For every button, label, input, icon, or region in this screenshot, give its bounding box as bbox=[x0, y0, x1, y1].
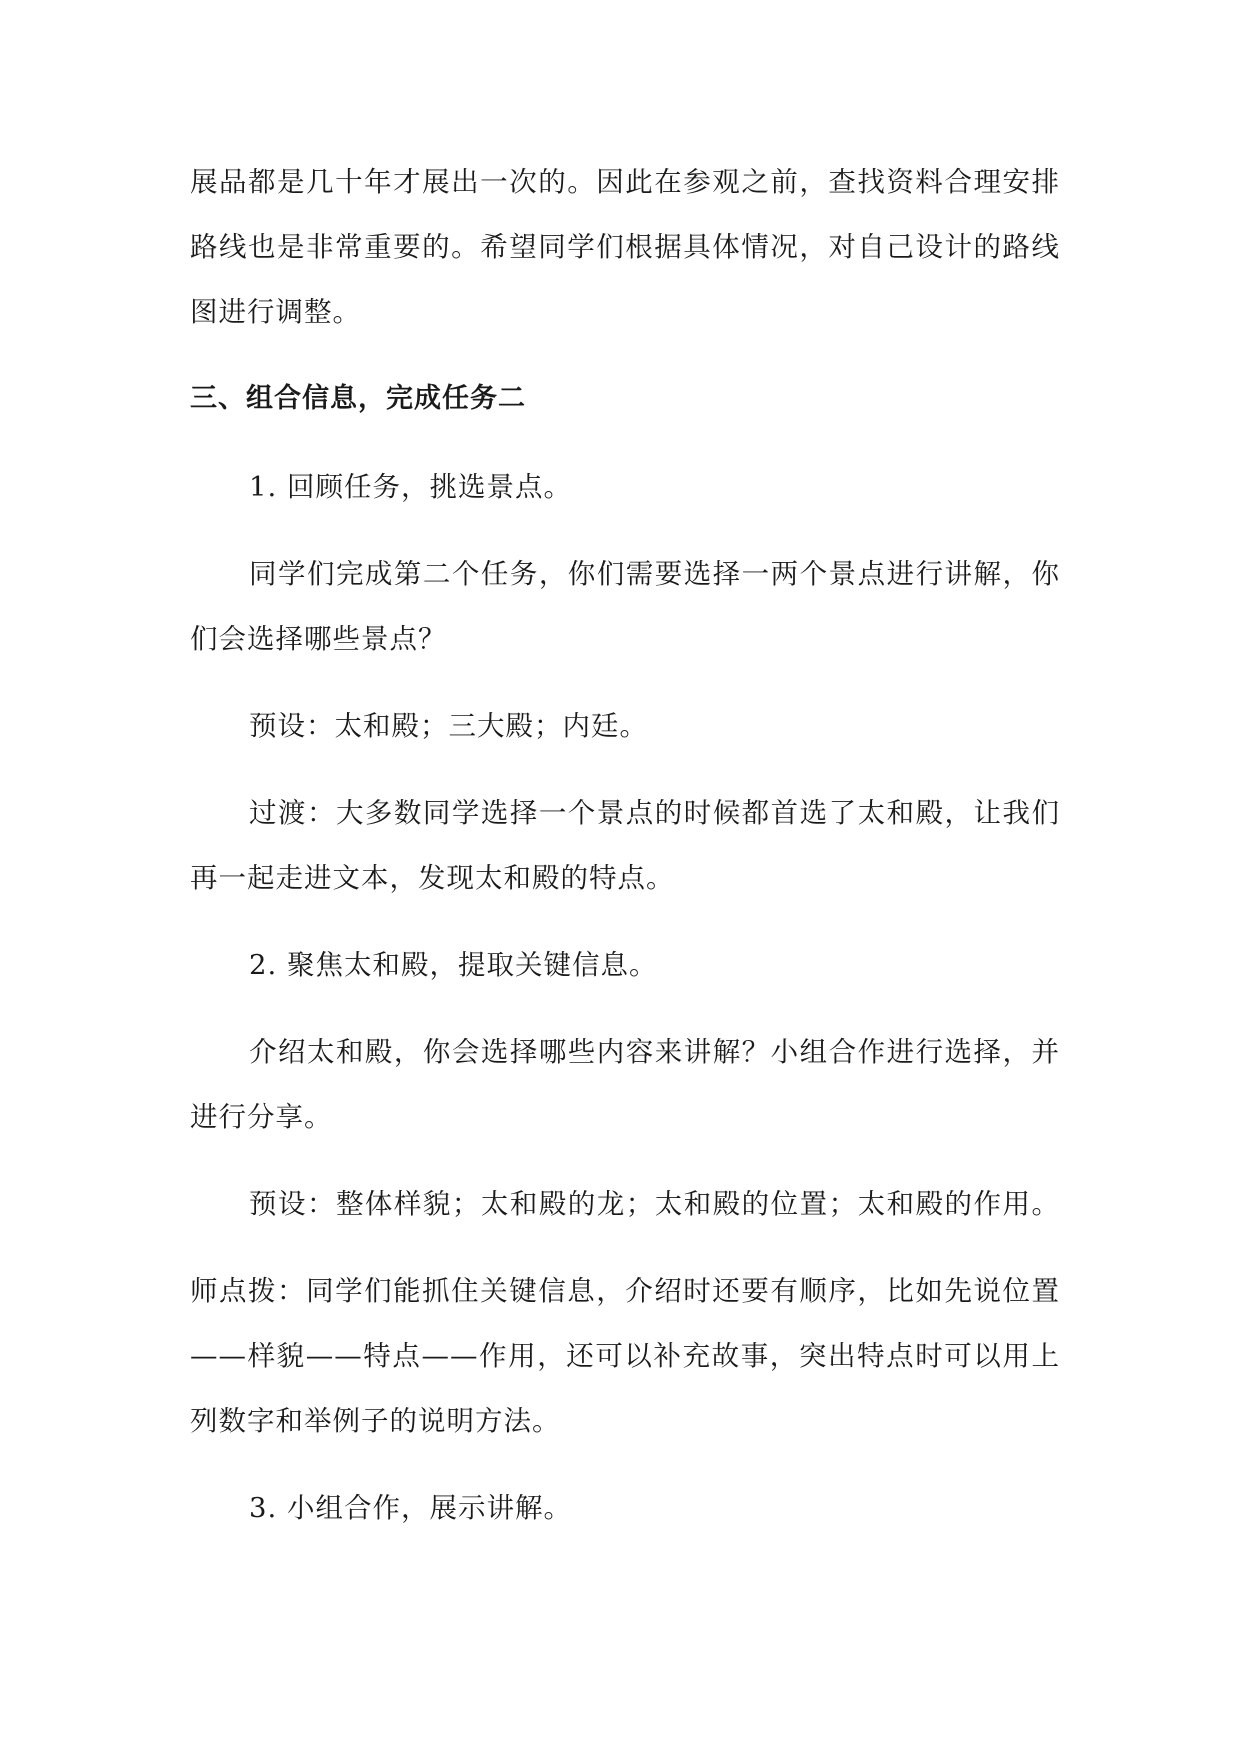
preset-2: 预设：整体样貌；太和殿的龙；太和殿的位置；太和殿的作用。 bbox=[249, 1188, 1060, 1220]
teacher-guidance-line-3: 列数字和举例子的说明方法。 bbox=[190, 1405, 561, 1437]
step-2-title: 2. 聚焦太和殿，提取关键信息。 bbox=[249, 949, 658, 981]
paragraph-continuation-line-1: 展品都是几十年才展出一次的。因此在参观之前，查找资料合理安排 bbox=[190, 166, 1060, 198]
step-2-question-line-1: 介绍太和殿，你会选择哪些内容来讲解？小组合作进行选择，并 bbox=[249, 1036, 1060, 1068]
paragraph-continuation-line-3: 图进行调整。 bbox=[190, 296, 361, 328]
teacher-guidance-line-2: ——样貌——特点——作用，还可以补充故事，突出特点时可以用上 bbox=[190, 1340, 1060, 1372]
transition-line-1: 过渡：大多数同学选择一个景点的时候都首选了太和殿，让我们 bbox=[249, 797, 1060, 829]
step-1-title: 1. 回顾任务，挑选景点。 bbox=[249, 471, 572, 503]
transition-line-2: 再一起走进文本，发现太和殿的特点。 bbox=[190, 862, 675, 894]
step-1-question-line-1: 同学们完成第二个任务，你们需要选择一两个景点进行讲解，你 bbox=[249, 558, 1060, 590]
preset-1: 预设：太和殿；三大殿；内廷。 bbox=[249, 710, 648, 742]
step-1-question-line-2: 们会选择哪些景点？ bbox=[190, 623, 447, 655]
step-2-question-line-2: 进行分享。 bbox=[190, 1101, 333, 1133]
section-heading: 三、组合信息，完成任务二 bbox=[190, 383, 526, 414]
paragraph-continuation-line-2: 路线也是非常重要的。希望同学们根据具体情况，对自己设计的路线 bbox=[190, 231, 1060, 263]
teacher-guidance-line-1: 师点拨：同学们能抓住关键信息，介绍时还要有顺序，比如先说位置 bbox=[190, 1275, 1060, 1307]
step-3-title: 3. 小组合作，展示讲解。 bbox=[249, 1492, 572, 1524]
